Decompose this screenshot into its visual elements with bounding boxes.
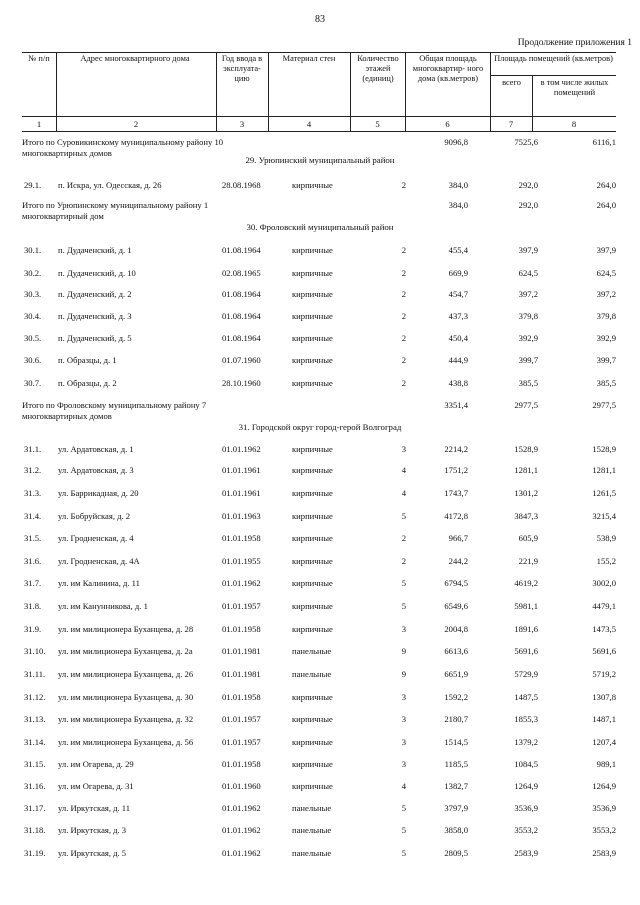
- address: ул. им милиционера Буханцева, д. 30: [58, 692, 194, 702]
- premises-all-value: 7525,6: [514, 137, 538, 147]
- floors-count: 4: [401, 781, 406, 791]
- wall-material: кирпичные: [292, 180, 333, 190]
- total-area-value: 1743,7: [444, 488, 468, 498]
- address: ул. Иркутская, д. 5: [58, 848, 127, 858]
- address: п. Дудаченский, д. 1: [58, 245, 132, 255]
- row-number: 31.3.: [24, 488, 42, 498]
- year-commissioned: 01.01.1961: [222, 465, 261, 475]
- premises-all-value: 1855,3: [514, 714, 538, 724]
- row-number: 31.15.: [24, 759, 46, 769]
- continuation-label: Продолжение приложения 1: [517, 38, 632, 48]
- premises-all-value: 2583,9: [514, 848, 538, 858]
- row-number: 30.3.: [24, 289, 42, 299]
- floors-count: 5: [401, 825, 406, 835]
- total-area-value: 454,7: [448, 289, 468, 299]
- address: п. Дудаченский, д. 5: [58, 333, 132, 343]
- row-number: 30.6.: [24, 355, 42, 365]
- year-commissioned: 01.08.1964: [222, 333, 261, 343]
- column-numbers-rule: [22, 131, 616, 132]
- wall-material: кирпичные: [292, 533, 333, 543]
- residential-area-value: 1261,5: [592, 488, 616, 498]
- total-area-value: 1592,2: [444, 692, 468, 702]
- year-commissioned: 01.08.1964: [222, 311, 261, 321]
- year-commissioned: 01.01.1963: [222, 511, 261, 521]
- residential-area-value: 397,2: [596, 289, 616, 299]
- column-number: 7: [508, 119, 514, 129]
- address: ул. им Огарева, д. 31: [58, 781, 134, 791]
- row-number: 31.10.: [24, 646, 46, 656]
- residential-area-value: 1264,9: [592, 781, 616, 791]
- residential-area-value: 397,9: [596, 245, 616, 255]
- total-area-value: 455,4: [448, 245, 468, 255]
- wall-material: кирпичные: [292, 601, 333, 611]
- residential-area-value: 155,2: [596, 556, 616, 566]
- floors-count: 4: [401, 488, 406, 498]
- floors-count: 2: [401, 556, 406, 566]
- total-label: Итого по Урюпинскому муниципальному району 1 многоквартирный дом: [22, 200, 209, 221]
- residential-area-value: 379,8: [596, 311, 616, 321]
- total-area-value: 3797,9: [444, 803, 468, 813]
- address: ул. им милиционера Буханцева, д. 32: [58, 714, 194, 724]
- wall-material: кирпичные: [292, 737, 333, 747]
- premises-all-value: 1084,5: [514, 759, 538, 769]
- address: ул. Иркутская, д. 3: [58, 825, 127, 835]
- premises-all-value: 1264,9: [514, 781, 538, 791]
- header-sub-rule: [490, 75, 616, 76]
- floors-count: 3: [401, 444, 406, 454]
- total-area-value: 6794,5: [444, 578, 468, 588]
- floors-count: 3: [401, 737, 406, 747]
- residential-area-value: 1281,1: [592, 465, 616, 475]
- wall-material: кирпичные: [292, 714, 333, 724]
- address: ул. Гродненская, д. 4: [58, 533, 134, 543]
- column-number: 8: [571, 119, 577, 129]
- floors-count: 9: [401, 646, 406, 656]
- column-number: 2: [133, 119, 139, 129]
- residential-area-value: 538,9: [596, 533, 616, 543]
- year-commissioned: 01.01.1957: [222, 601, 261, 611]
- wall-material: панельные: [292, 825, 332, 835]
- residential-area-value: 3002,0: [592, 578, 616, 588]
- header-material: Материал стен: [282, 54, 336, 63]
- residential-area-value: 2977,5: [592, 400, 616, 410]
- wall-material: кирпичные: [292, 578, 333, 588]
- address: п. Дудаченский, д. 2: [58, 289, 132, 299]
- header-no: № п/п: [28, 54, 50, 63]
- address: п. Дудаченский, д. 3: [58, 311, 132, 321]
- year-commissioned: 01.01.1962: [222, 825, 261, 835]
- address: ул. им Канунникова, д. 1: [58, 601, 148, 611]
- header-top-rule: [22, 52, 616, 53]
- year-commissioned: 01.01.1962: [222, 848, 261, 858]
- address: ул. Баррикадная, д. 20: [58, 488, 139, 498]
- floors-count: 9: [401, 669, 406, 679]
- section-title: 30. Фроловский муниципальный район: [246, 222, 394, 232]
- section-title: 29. Урюпинский муниципальный район: [245, 155, 395, 165]
- premises-all-value: 624,5: [518, 268, 538, 278]
- address: ул. им милиционера Буханцева, д. 2а: [58, 646, 193, 656]
- premises-all-value: 5691,6: [514, 646, 538, 656]
- residential-area-value: 3215,4: [592, 511, 616, 521]
- year-commissioned: 01.01.1962: [222, 803, 261, 813]
- total-area-value: 1514,5: [444, 737, 468, 747]
- wall-material: кирпичные: [292, 245, 333, 255]
- address: ул. Гродненская, д. 4А: [58, 556, 140, 566]
- premises-all-value: 1281,1: [514, 465, 538, 475]
- floors-count: 2: [401, 180, 406, 190]
- residential-area-value: 5719,2: [592, 669, 616, 679]
- year-commissioned: 01.01.1958: [222, 624, 261, 634]
- premises-all-value: 2977,5: [514, 400, 538, 410]
- total-area-value: 966,7: [448, 533, 468, 543]
- floors-count: 2: [401, 355, 406, 365]
- address: ул. Ардатовская, д. 3: [58, 465, 134, 475]
- residential-area-value: 4479,1: [592, 601, 616, 611]
- row-number: 30.5.: [24, 333, 42, 343]
- row-number: 31.11.: [24, 669, 46, 679]
- section-title: 31. Городской округ город-герой Волгоград: [238, 422, 402, 432]
- total-area-value: 2180,7: [444, 714, 468, 724]
- residential-area-value: 1473,5: [592, 624, 616, 634]
- row-number: 30.1.: [24, 245, 42, 255]
- floors-count: 2: [401, 333, 406, 343]
- residential-area-value: 3553,2: [592, 825, 616, 835]
- column-number: 5: [375, 119, 380, 129]
- total-area-value: 384,0: [448, 180, 468, 190]
- floors-count: 2: [401, 268, 406, 278]
- premises-all-value: 5729,9: [514, 669, 538, 679]
- year-commissioned: 01.01.1958: [222, 692, 261, 702]
- wall-material: кирпичные: [292, 759, 333, 769]
- wall-material: кирпичные: [292, 355, 333, 365]
- year-commissioned: 01.01.1957: [222, 714, 261, 724]
- total-area-value: 6549,6: [444, 601, 468, 611]
- total-area-value: 6613,6: [444, 646, 468, 656]
- floors-count: 3: [401, 692, 406, 702]
- address: ул. Ардатовская, д. 1: [58, 444, 134, 454]
- wall-material: кирпичные: [292, 465, 333, 475]
- row-number: 30.7.: [24, 378, 42, 388]
- premises-all-value: 292,0: [518, 180, 538, 190]
- wall-material: кирпичные: [292, 378, 333, 388]
- wall-material: кирпичные: [292, 556, 333, 566]
- premises-all-value: 397,9: [518, 245, 538, 255]
- premises-all-value: 4619,2: [514, 578, 538, 588]
- premises-all-value: 1301,2: [514, 488, 538, 498]
- total-area-value: 244,2: [448, 556, 468, 566]
- floors-count: 2: [401, 245, 406, 255]
- address: п. Образцы, д. 1: [58, 355, 117, 365]
- residential-area-value: 385,5: [596, 378, 616, 388]
- premises-all-value: 605,9: [518, 533, 538, 543]
- premises-all-value: 292,0: [518, 200, 538, 210]
- column-number: 4: [306, 119, 312, 129]
- residential-area-value: 1307,8: [592, 692, 616, 702]
- premises-all-value: 3847,3: [514, 511, 538, 521]
- residential-area-value: 1487,1: [592, 714, 616, 724]
- floors-count: 2: [401, 533, 406, 543]
- residential-area-value: 3536,9: [592, 803, 616, 813]
- address: ул. им милиционера Буханцева, д. 28: [58, 624, 194, 634]
- residential-area-value: 264,0: [596, 180, 616, 190]
- premises-all-value: 3553,2: [514, 825, 538, 835]
- floors-count: 4: [401, 465, 406, 475]
- total-area-value: 1185,5: [444, 759, 468, 769]
- row-number: 31.8.: [24, 601, 42, 611]
- residential-area-value: 624,5: [596, 268, 616, 278]
- total-area-value: 437,3: [448, 311, 468, 321]
- total-area-value: 4172,8: [444, 511, 468, 521]
- total-area-value: 384,0: [448, 200, 468, 210]
- row-number: 31.19.: [24, 848, 46, 858]
- residential-area-value: 2583,9: [592, 848, 616, 858]
- address: ул. им Огарева, д. 29: [58, 759, 134, 769]
- residential-area-value: 5691,6: [592, 646, 616, 656]
- year-commissioned: 01.01.1962: [222, 444, 261, 454]
- premises-all-value: 379,8: [518, 311, 538, 321]
- total-area-value: 3858,0: [444, 825, 468, 835]
- wall-material: панельные: [292, 848, 332, 858]
- address: ул. им милиционера Буханцева, д. 56: [58, 737, 194, 747]
- row-number: 31.9.: [24, 624, 42, 634]
- total-area-value: 1751,2: [444, 465, 468, 475]
- year-commissioned: 01.01.1958: [222, 759, 261, 769]
- wall-material: панельные: [292, 803, 332, 813]
- row-number: 31.12.: [24, 692, 46, 702]
- total-area-value: 6651,9: [444, 669, 468, 679]
- year-commissioned: 01.08.1964: [222, 245, 261, 255]
- premises-all-value: 221,9: [518, 556, 538, 566]
- header-premises-area: Площадь помещений (кв.метров): [494, 54, 613, 63]
- premises-all-value: 1379,2: [514, 737, 538, 747]
- total-area-value: 2809,5: [444, 848, 468, 858]
- row-number: 31.1.: [24, 444, 42, 454]
- address: п. Искра, ул. Одесская, д. 26: [58, 180, 162, 190]
- total-area-value: 1382,7: [444, 781, 468, 791]
- year-commissioned: 01.01.1955: [222, 556, 261, 566]
- year-commissioned: 01.07.1960: [222, 355, 261, 365]
- total-area-value: 3351,4: [444, 400, 468, 410]
- row-number: 31.5.: [24, 533, 42, 543]
- year-commissioned: 02.08.1965: [222, 268, 261, 278]
- total-area-value: 2004,8: [444, 624, 468, 634]
- residential-area-value: 6116,1: [592, 137, 616, 147]
- header-total-area: Общая площадь многоквартир- ного дома (кв.метров): [412, 54, 484, 83]
- premises-all-value: 5981,1: [514, 601, 538, 611]
- wall-material: кирпичные: [292, 444, 333, 454]
- header-address: Адрес многоквартирного дома: [80, 54, 190, 63]
- residential-area-value: 399,7: [596, 355, 616, 365]
- wall-material: кирпичные: [292, 311, 333, 321]
- wall-material: кирпичные: [292, 624, 333, 634]
- row-number: 31.17.: [24, 803, 46, 813]
- premises-all-value: 399,7: [518, 355, 538, 365]
- wall-material: кирпичные: [292, 289, 333, 299]
- premises-all-value: 385,5: [518, 378, 538, 388]
- row-number: 31.4.: [24, 511, 42, 521]
- address: ул. Иркутская, д. 11: [58, 803, 131, 813]
- floors-count: 3: [401, 759, 406, 769]
- page-number: 83: [315, 14, 325, 25]
- header-floors: Количество этажей (единиц): [357, 54, 399, 83]
- year-commissioned: 01.08.1964: [222, 289, 261, 299]
- row-number: 31.13.: [24, 714, 46, 724]
- year-commissioned: 01.01.1960: [222, 781, 261, 791]
- address: ул. Бобруйская, д. 2: [58, 511, 131, 521]
- wall-material: кирпичные: [292, 268, 333, 278]
- column-number: 6: [445, 119, 450, 129]
- residential-area-value: 989,1: [596, 759, 616, 769]
- year-commissioned: 01.01.1958: [222, 533, 261, 543]
- address: п. Дудаченский, д. 10: [58, 268, 136, 278]
- total-area-value: 669,9: [448, 268, 468, 278]
- address: ул. им Калинина, д. 11: [58, 578, 140, 588]
- premises-all-value: 1528,9: [514, 444, 538, 454]
- row-number: 29.1.: [24, 180, 42, 190]
- premises-all-value: 3536,9: [514, 803, 538, 813]
- total-area-value: 444,9: [448, 355, 468, 365]
- floors-count: 5: [401, 803, 406, 813]
- premises-all-value: 1487,5: [514, 692, 538, 702]
- total-area-value: 438,8: [448, 378, 468, 388]
- wall-material: панельные: [292, 669, 332, 679]
- year-commissioned: 01.01.1981: [222, 646, 261, 656]
- total-label: Итого по Фроловскому муниципальному району 7 многоквартирных домов: [22, 400, 207, 421]
- wall-material: кирпичные: [292, 488, 333, 498]
- header-all: всего: [502, 78, 521, 87]
- wall-material: панельные: [292, 646, 332, 656]
- year-commissioned: 01.01.1961: [222, 488, 261, 498]
- address: п. Образцы, д. 2: [58, 378, 117, 388]
- year-commissioned: 01.01.1981: [222, 669, 261, 679]
- residential-area-value: 392,9: [596, 333, 616, 343]
- floors-count: 2: [401, 378, 406, 388]
- row-number: 31.6.: [24, 556, 42, 566]
- header-residential: в том числе жилых помещений: [540, 78, 609, 97]
- row-number: 31.16.: [24, 781, 46, 791]
- floors-count: 3: [401, 714, 406, 724]
- residential-area-value: 1528,9: [592, 444, 616, 454]
- row-number: 30.2.: [24, 268, 42, 278]
- residential-area-value: 1207,4: [592, 737, 616, 747]
- row-number: 31.18.: [24, 825, 46, 835]
- year-commissioned: 01.01.1962: [222, 578, 261, 588]
- premises-all-value: 397,2: [518, 289, 538, 299]
- wall-material: кирпичные: [292, 511, 333, 521]
- wall-material: кирпичные: [292, 692, 333, 702]
- floors-count: 5: [401, 601, 406, 611]
- header-year: Год ввода в эксплуата- цию: [221, 54, 263, 83]
- residential-area-value: 264,0: [596, 200, 616, 210]
- total-area-value: 9096,8: [444, 137, 468, 147]
- floors-count: 5: [401, 848, 406, 858]
- floors-count: 3: [401, 624, 406, 634]
- year-commissioned: 28.08.1968: [222, 180, 261, 190]
- year-commissioned: 28.10.1960: [222, 378, 261, 388]
- wall-material: кирпичные: [292, 781, 333, 791]
- wall-material: кирпичные: [292, 333, 333, 343]
- floors-count: 5: [401, 578, 406, 588]
- total-area-value: 450,4: [448, 333, 468, 343]
- column-number: 1: [36, 119, 42, 129]
- total-area-value: 2214,2: [444, 444, 468, 454]
- address: ул. им милиционера Буханцева, д. 26: [58, 669, 194, 679]
- header-bottom-rule: [22, 116, 616, 117]
- floors-count: 5: [401, 511, 406, 521]
- premises-all-value: 1891,6: [514, 624, 538, 634]
- year-commissioned: 01.01.1957: [222, 737, 261, 747]
- row-number: 30.4.: [24, 311, 42, 321]
- floors-count: 2: [401, 311, 406, 321]
- total-label: Итого по Суровикинскому муниципальному району 10 многоквартирных домов: [22, 137, 224, 158]
- row-number: 31.7.: [24, 578, 42, 588]
- floors-count: 2: [401, 289, 406, 299]
- row-number: 31.14.: [24, 737, 46, 747]
- premises-all-value: 392,9: [518, 333, 538, 343]
- row-number: 31.2.: [24, 465, 42, 475]
- column-number: 3: [239, 119, 245, 129]
